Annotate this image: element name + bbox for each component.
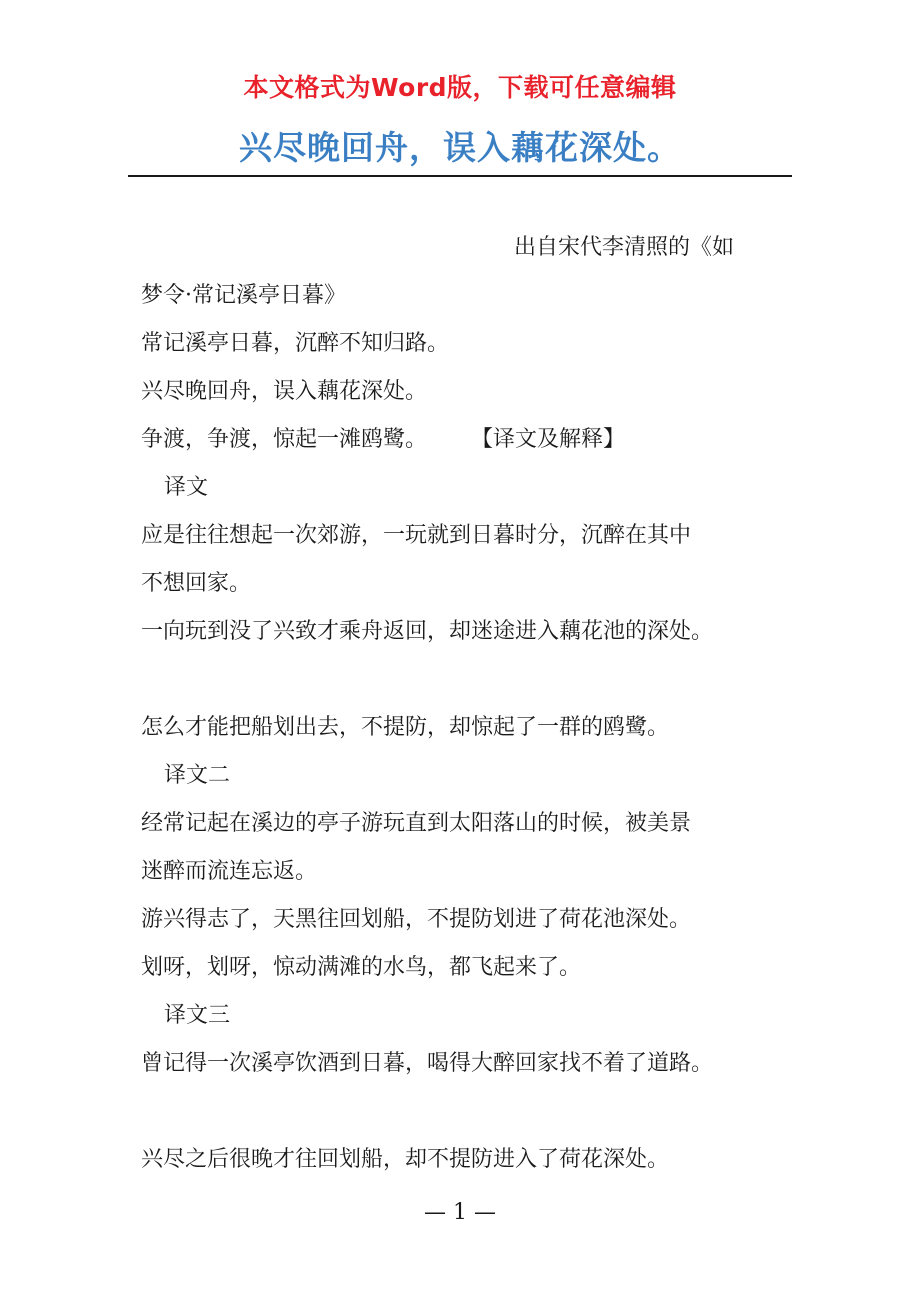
page-title: 兴尽晚回舟，误入藕花深处。 xyxy=(239,128,681,167)
header-divider xyxy=(128,175,792,177)
format-notice: 本文格式为Word版，下载可任意编辑 xyxy=(243,73,677,102)
document-body xyxy=(141,224,801,1184)
page-number: — 1 — xyxy=(424,1200,496,1225)
translation-line: 经常记起在溪边的亭子游玩直到太阳落山的时候，被美景 xyxy=(141,811,692,836)
poem-line: 常记溪亭日暮，沉醉不知归路。 xyxy=(141,331,450,356)
poem-line: 兴尽晚回舟，误入藕花深处。 xyxy=(141,379,428,404)
source-line: 出自宋代李清照的《如 xyxy=(514,235,735,260)
translation-heading: 译文二 xyxy=(164,763,231,788)
translation-line: 应是往往想起一次郊游，一玩就到日暮时分，沉醉在其中 xyxy=(141,523,692,548)
translation-line: 怎么才能把船划出去，不提防，却惊起了一群的鸥鹭。 xyxy=(141,715,670,740)
translation-line: 兴尽之后很晚才往回划船，却不提防进入了荷花深处。 xyxy=(141,1147,670,1172)
translation-line: 曾记得一次溪亭饮酒到日暮，喝得大醉回家找不着了道路。 xyxy=(141,1051,714,1076)
translation-line: 一向玩到没了兴致才乘舟返回，却迷途进入藕花池的深处。 xyxy=(141,619,714,644)
paragraph-gap xyxy=(141,1088,801,1136)
translation-line: 迷醉而流连忘返。 xyxy=(141,859,318,884)
translation-heading: 译文三 xyxy=(164,1003,231,1028)
translation-line: 游兴得志了，天黑往回划船，不提防划进了荷花池深处。 xyxy=(141,907,692,932)
translation-heading: 译文 xyxy=(164,475,209,500)
section-label: 【译文及解释】 xyxy=(471,427,626,452)
poem-line-with-label xyxy=(141,416,801,464)
translation-line: 不想回家。 xyxy=(141,571,252,596)
source-line: 梦令·常记溪亭日暮》 xyxy=(141,283,346,308)
poem-line: 争渡，争渡，惊起一滩鸥鹭。 xyxy=(141,427,428,452)
translation-line: 划呀，划呀，惊动满滩的水鸟，都飞起来了。 xyxy=(141,955,582,980)
paragraph-gap xyxy=(141,656,801,704)
